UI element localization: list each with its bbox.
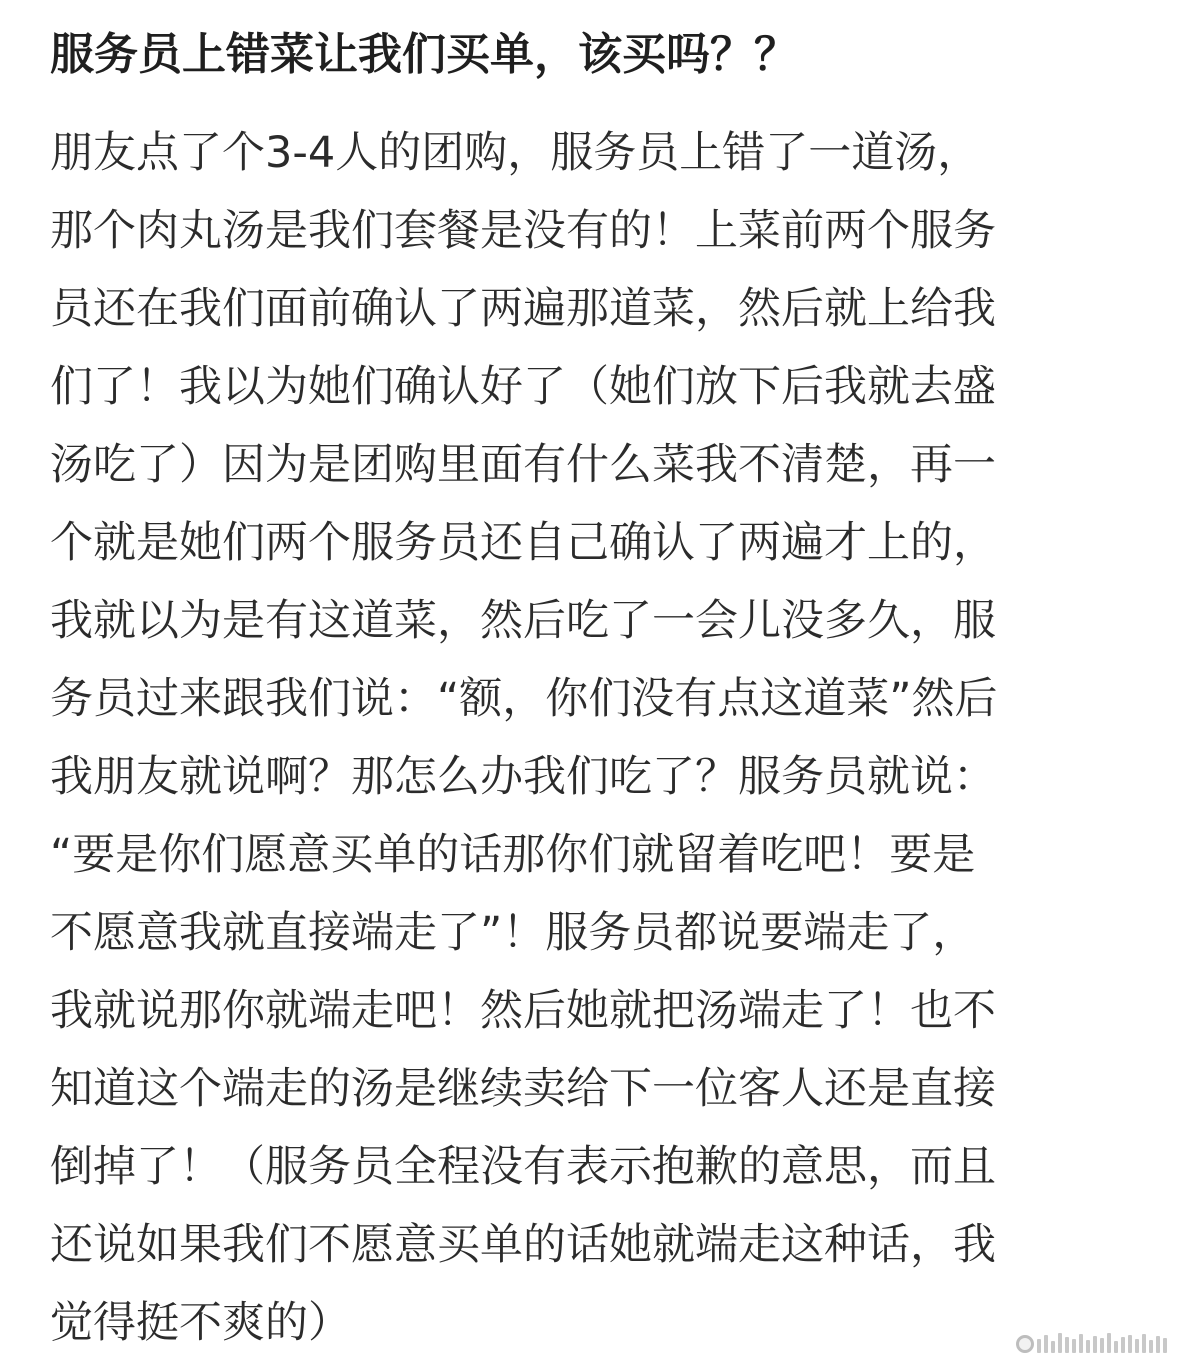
body-line: 我就说那你就端走吧！然后她就把汤端走了！也不 [50,986,996,1036]
post-title: 服务员上错菜让我们买单，该买吗？？ [50,29,798,80]
watermark-bar [1121,1337,1125,1353]
watermark-bar [1086,1340,1090,1353]
body-line: 我就以为是有这道菜，然后吃了一会儿没多久，服 [50,596,996,646]
watermark-bar [1093,1336,1097,1353]
watermark-bar [1072,1339,1076,1353]
body-line: 我朋友就说啊？那怎么办我们吃了？服务员就说： [50,752,996,802]
watermark-bar [1163,1338,1167,1353]
body-line: 务员过来跟我们说：“额，你们没有点这道菜”然后 [50,674,998,724]
body-line: “要是你们愿意买单的话那你们就留着吃吧！要是 [50,830,976,880]
body-line: 知道这个端走的汤是继续卖给下一位客人还是直接 [50,1064,996,1114]
watermark-bar [1114,1341,1118,1353]
body-line: 那个肉丸汤是我们套餐是没有的！上菜前两个服务 [50,206,996,256]
watermark-logo-icon [1016,1331,1167,1353]
watermark-bar [1135,1339,1139,1353]
watermark-bar [1100,1338,1104,1353]
watermark-bar [1142,1334,1146,1353]
watermark-bar [1128,1335,1132,1353]
body-line: 觉得挺不爽的） [50,1298,351,1348]
body-line: 员还在我们面前确认了两遍那道菜，然后就上给我 [50,284,996,334]
watermark-bar [1051,1341,1055,1353]
watermark-bar [1058,1333,1062,1353]
body-line: 个就是她们两个服务员还自己确认了两遍才上的， [50,518,996,568]
watermark-bar [1044,1335,1048,1353]
body-line: 汤吃了）因为是团购里面有什么菜我不清楚，再一 [50,440,996,490]
body-line: 倒掉了！（服务员全程没有表示抱歉的意思，而且 [50,1142,996,1192]
body-line: 朋友点了个3-4人的团购，服务员上错了一道汤， [50,128,981,178]
watermark-bar [1149,1340,1153,1353]
watermark-circle-icon [1016,1335,1034,1353]
watermark-bar [1107,1333,1111,1353]
body-line: 们了！我以为她们确认好了（她们放下后我就去盛 [50,362,996,412]
watermark-bar [1156,1336,1160,1353]
watermark-bar [1079,1334,1083,1353]
body-line: 不愿意我就直接端走了”！服务员都说要端走了， [50,908,976,958]
watermark-bar [1037,1339,1041,1353]
watermark-bar [1065,1337,1069,1353]
post-body [50,114,1140,1362]
body-line: 还说如果我们不愿意买单的话她就端走这种话，我 [50,1220,996,1270]
